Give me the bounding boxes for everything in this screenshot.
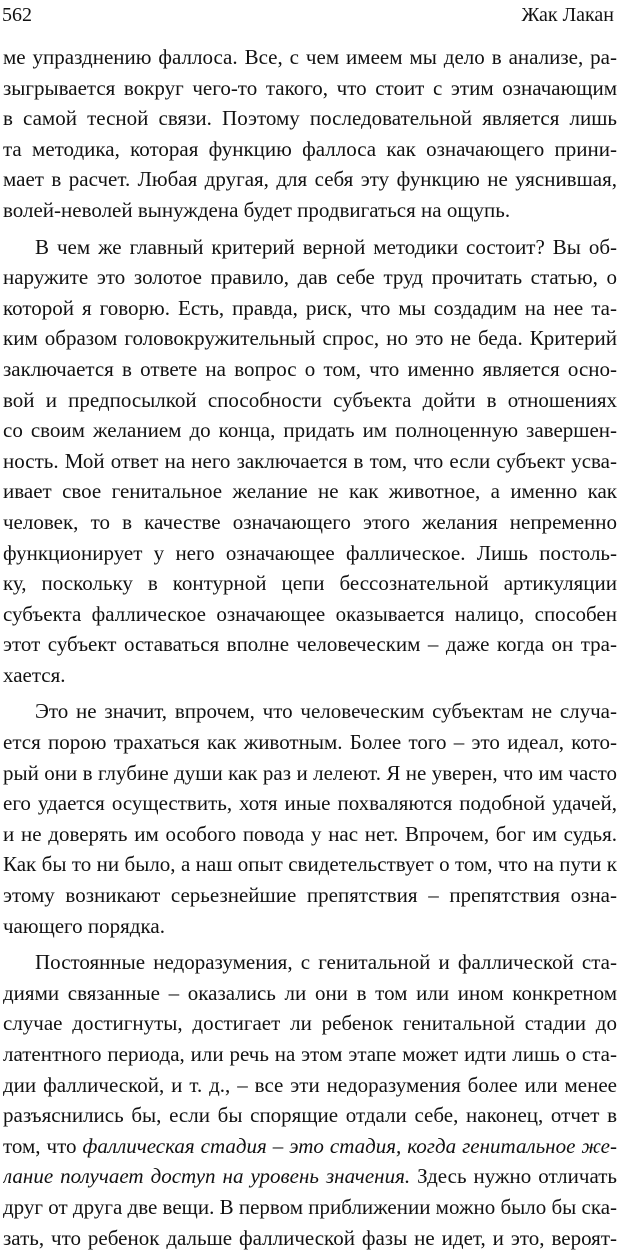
text-segment: Здесь нужно отличать (410, 1164, 617, 1189)
text-line: хается. (3, 662, 66, 687)
text-line: Это не значит, впрочем, что человеческим субъектам не случа- (35, 699, 617, 724)
text-line: Постоянные недоразумения, с генитальной и фаллической ста- (35, 950, 617, 975)
text-line: вой и предпосылкой способности субъекта дойти в отношениях (3, 387, 617, 412)
text-line: диями связанные – оказались ли они в том или ином конкретном (3, 980, 617, 1005)
text-line: в самой тесной связи. Поэтому последовательной является лишь (3, 106, 617, 131)
body-text (3, 42, 617, 1253)
text-line: наружите это золотое правило, дав себе труд прочитать статью, о (3, 265, 617, 290)
text-line: В чем же главный критерий верной методики состоит? Вы об- (35, 234, 617, 259)
text-line: Как бы то ни было, а наш опыт свидетельствует о том, что на пути к (3, 852, 617, 877)
text-line: человек, то в качестве означающего этого желания непременно (3, 509, 617, 534)
text-line: этому возникают серьезнейшие препятствия – препятствия озна- (3, 883, 617, 908)
text-line: заключается в ответе на вопрос о том, что именно является осно- (3, 356, 617, 381)
paragraph-1 (3, 42, 617, 226)
text-line: друг от друга две вещи. В первом приближении можно было бы ска- (3, 1194, 617, 1219)
running-title-author: Жак Лакан (521, 4, 614, 26)
text-line: латентного периода, или речь на этом этапе может идти лишь о ста- (3, 1042, 617, 1066)
text-line: ме упразднению фаллоса. Все, с чем имеем мы дело в анализе, ра- (3, 45, 617, 69)
text-line: его удается осуществить, хотя иные похваляются подобной удачей, (3, 791, 617, 816)
running-head (2, 2, 614, 30)
text-segment: том, что (3, 1133, 83, 1158)
text-line: волей-неволей вынуждена будет продвигаться на ощупь. (3, 197, 511, 222)
emphasis-text: лание получает доступ на уровень значения. (3, 1164, 411, 1189)
text-line: ность. Мой ответ на него заключается в том, что если субъект усва- (3, 448, 617, 473)
text-line: зать, что ребенок дальше фаллической фазы не идет, и это, вероят- (3, 1225, 617, 1250)
text-line: которой я говорю. Есть, правда, риск, что мы создадим на нее та- (3, 295, 617, 320)
text-line: этот субъект оставаться вполне человеческим – даже когда он тра- (3, 632, 617, 657)
text-line: мает в расчет. Любая другая, для себя эту функцию не уяснившая, (3, 167, 617, 192)
text-line: ку, поскольку в контурной цепи бессознательной артикуляции (3, 571, 617, 596)
text-line: рый они в глубине души как раз и лелеют. Я не уверен, что им часто (3, 760, 617, 785)
text-line: ется порою трахаться как животным. Более того – это идеал, кото- (3, 730, 617, 755)
text-line: со своим желанием до конца, придать им полноценную завершен- (3, 418, 617, 443)
text-line-with-emphasis (3, 1131, 617, 1162)
text-line-with-emphasis (3, 1161, 617, 1192)
paragraph-3 (3, 696, 617, 941)
text-line: и не доверять им особого повода у нас нет. Впрочем, бог им судья. (3, 821, 617, 846)
paragraph-2 (3, 232, 617, 691)
text-line: функционирует у него означающее фаллическое. Лишь постоль- (3, 540, 617, 565)
page-number: 562 (2, 4, 32, 26)
emphasis-text: фаллическая стадия – это стадия, когда генитальное же- (82, 1133, 617, 1158)
text-line: чающего порядка. (3, 913, 165, 938)
text-line: та методика, которая функцию фаллоса как означающего прини- (3, 136, 617, 161)
text-line: дии фаллической, и т. д., – все эти недоразумения более или менее (3, 1072, 617, 1097)
text-line: разъяснились бы, если бы спорящие отдали себе, наконец, отчет в (3, 1103, 617, 1128)
text-line: ивает свое генитальное желание не как животное, а именно как (3, 479, 617, 504)
paragraph-4 (3, 947, 617, 1253)
text-line: ким образом головокружительный спрос, но это не беда. Критерий (3, 326, 617, 351)
text-line: случае достигнуты, достигает ли ребенок генитальной стадии до (3, 1011, 617, 1036)
text-line: зыгрывается вокруг чего-то такого, что стоит с этим означающим (3, 75, 617, 100)
text-line: субъекта фаллическое означающее оказывается налицо, способен (3, 601, 617, 626)
